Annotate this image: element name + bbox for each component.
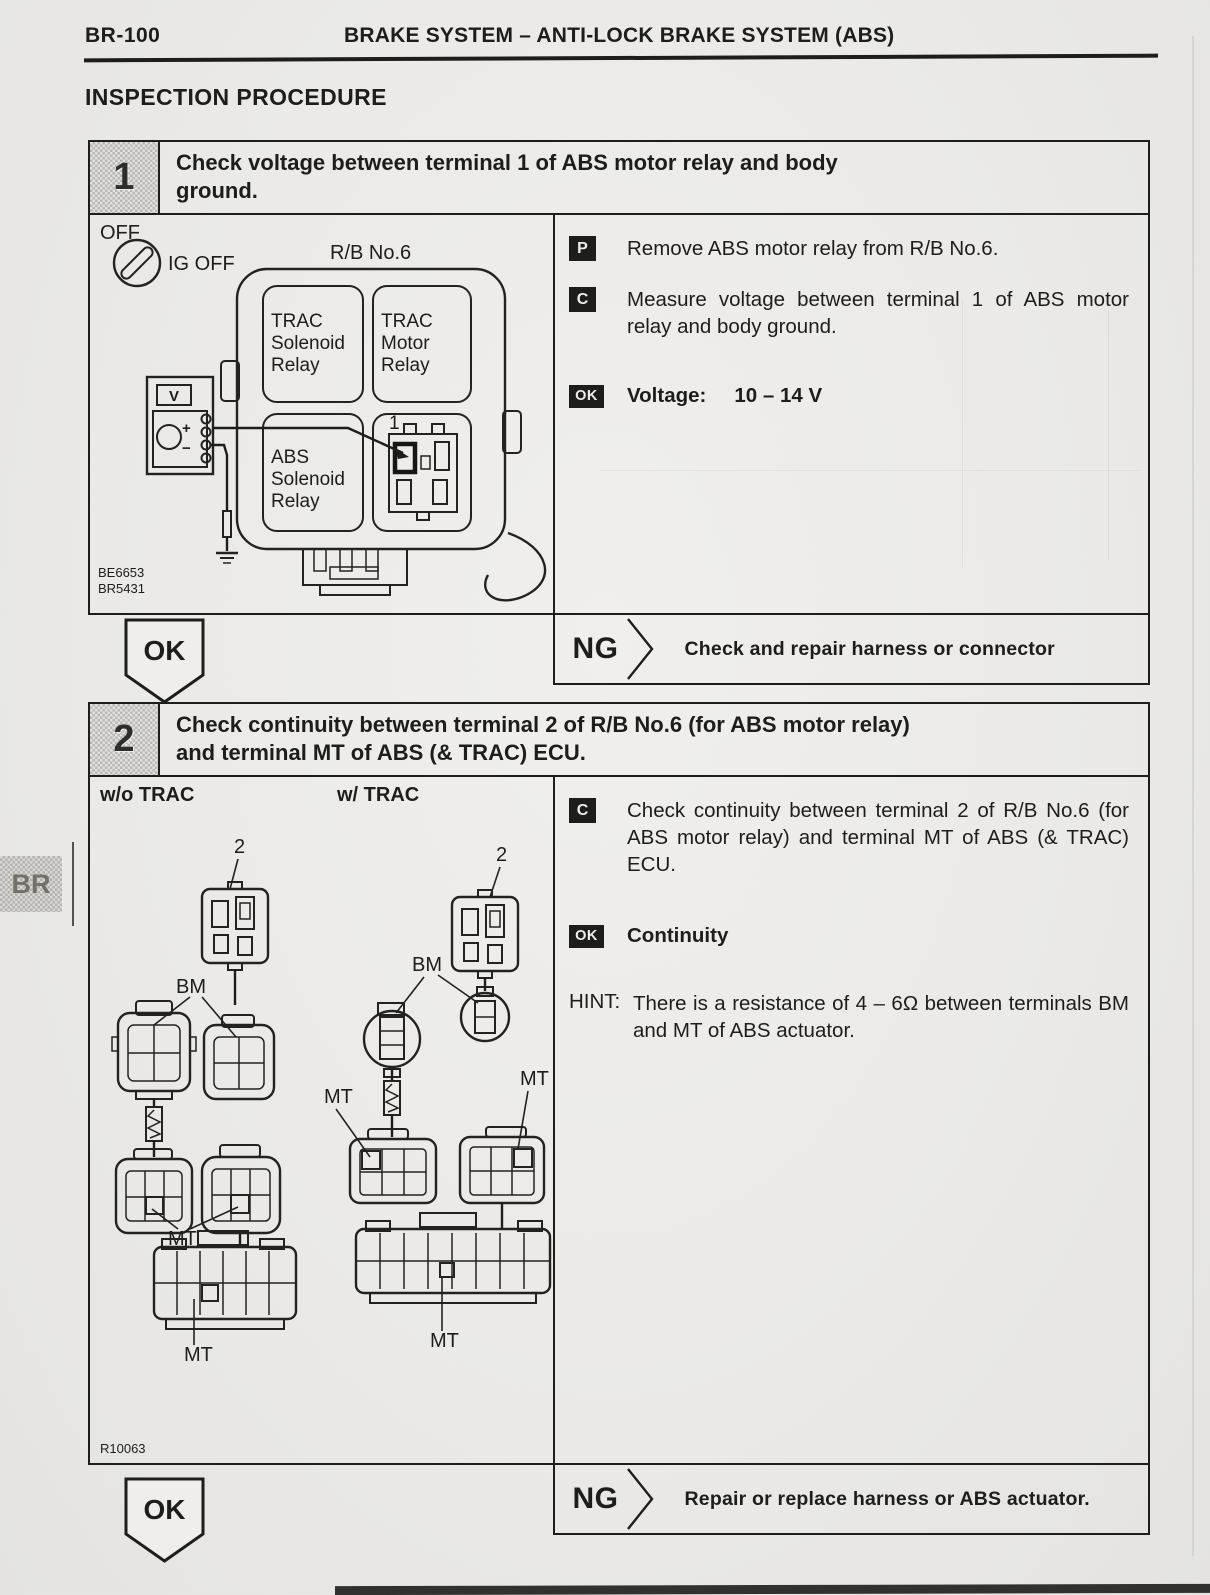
instruction-ok-spec-2 [569, 924, 1132, 948]
mt-label-right-bottom: MT [430, 1330, 459, 1352]
wo-trac-column [112, 836, 296, 1366]
terminal-1-label: 1 [389, 413, 400, 434]
variant-left-label: w/o TRAC [100, 784, 195, 806]
step-1-header [88, 140, 1150, 215]
ok-badge-2: OK [569, 925, 604, 948]
connector-diagram [90, 777, 552, 1461]
relay-socket-w-trac [452, 890, 518, 978]
voltmeter [147, 377, 213, 474]
terminal-2-label-right: 2 [496, 844, 508, 866]
mt-label-right-b: MT [520, 1068, 549, 1090]
ng-chevron-icon-2 [627, 1468, 657, 1530]
spec-value: 10 – 14 V [734, 384, 823, 408]
step-2 [88, 702, 1150, 1535]
step-2-ng-branch [553, 1465, 1151, 1535]
relay-box-label: R/B No.6 [330, 242, 412, 264]
instruction-ok-spec [569, 384, 1132, 408]
abs-solenoid-relay-cell [263, 414, 363, 531]
svg-text:TRAC: TRAC [271, 311, 323, 332]
ok-badge: OK [569, 385, 604, 408]
step-2-ok-arrow [124, 1477, 206, 1570]
svg-text:TRAC: TRAC [381, 311, 433, 332]
page-code: BR-100 [85, 24, 161, 47]
voltmeter-unit-label: V [168, 388, 180, 405]
step-1-ok-arrow [124, 618, 206, 711]
ng-label-2: NG [572, 1482, 619, 1515]
spec-line-2: Continuity [627, 924, 729, 948]
mt-connector-wo-trac-b [202, 1145, 280, 1233]
step-1-title-line-2: ground. [176, 177, 258, 203]
ecu-connector-w-trac [356, 1213, 550, 1303]
step-1-number-badge: 1 [90, 142, 160, 213]
header-rule [84, 54, 1158, 63]
step-2-title-line-2: and terminal MT of ABS (& TRAC) ECU. [176, 739, 586, 765]
motor-relay-socket-cell [373, 413, 471, 531]
plus-terminal-label: + [182, 420, 191, 437]
ng-action-text-2: Repair or replace harness or ABS actuator. [684, 1487, 1090, 1510]
probe-wire-positive [212, 428, 409, 459]
trac-solenoid-relay-cell [263, 286, 363, 402]
relay-block-outline [221, 269, 521, 549]
relay-block-diagram [90, 215, 552, 611]
bm-connector-wo-trac-b [204, 1015, 274, 1099]
variant-right-label: w/ TRAC [337, 784, 420, 806]
bleedthrough-line [600, 470, 1140, 471]
section-title: INSPECTION PROCEDURE [85, 84, 387, 110]
check-badge: C [569, 287, 596, 312]
figure-code-3: R10063 [100, 1441, 146, 1456]
bm-round-connector-w-trac-a [364, 1003, 420, 1077]
bm-round-connector-w-trac-b [461, 987, 509, 1041]
ng-label: NG [572, 632, 619, 665]
bleedthrough-line [1108, 310, 1109, 560]
step-2-diagram-panel [88, 777, 555, 1465]
step-1-instructions [555, 215, 1150, 615]
ng-chevron-icon [627, 618, 657, 680]
page-header-title: BRAKE SYSTEM – ANTI-LOCK BRAKE SYSTEM (ABS) [344, 24, 895, 47]
bm-label-left: BM [176, 976, 206, 998]
minus-terminal-label: − [182, 440, 191, 457]
mt-connector-w-trac-b [460, 1127, 544, 1203]
block-bottom-connector [303, 533, 545, 600]
spec-line [627, 384, 822, 408]
step-1-title [160, 142, 854, 213]
step-1 [88, 140, 1150, 685]
page-edge-shadow [1192, 36, 1194, 1556]
step-2-title-line-1: Check continuity between terminal 2 of R/B No.6 (for ABS motor relay) [176, 712, 910, 737]
hint-label: HINT: [569, 990, 621, 1014]
mt-connector-wo-trac-a [116, 1149, 192, 1233]
terminal-2-label-left: 2 [234, 836, 246, 858]
step-2-instructions [555, 777, 1150, 1465]
mt-label-right-a: MT [324, 1086, 353, 1108]
prepare-badge: P [569, 236, 596, 261]
switch-position-label: OFF [100, 222, 140, 244]
step-2-title [160, 704, 926, 775]
step-1-ng-branch [553, 615, 1151, 685]
mt-label-left-bottom: MT [184, 1344, 213, 1366]
check-badge-2: C [569, 798, 596, 823]
svg-text:Solenoid: Solenoid [271, 469, 345, 490]
svg-text:Motor: Motor [381, 333, 430, 354]
hint-text: There is a resistance of 4 – 6Ω between terminals BM and MT of ABS actuator. [633, 992, 1129, 1043]
check-text-2: Check continuity between terminal 2 of R/B No.6 (for ABS motor relay) and terminal MT of ABS (& TRAC) ECU. [627, 799, 1129, 877]
mt-connector-w-trac-a [350, 1129, 436, 1203]
step-1-body [88, 215, 1150, 615]
trac-motor-relay-cell [373, 286, 471, 402]
svg-text:Relay: Relay [271, 355, 320, 376]
mt-label-left-mid: MT [168, 1228, 197, 1250]
instruction-check-2 [569, 797, 1132, 878]
section-tab-edge-line [72, 842, 74, 926]
figure-code-2: BR5431 [98, 581, 145, 596]
bleedthrough-line [962, 300, 963, 568]
ig-off-label: IG OFF [168, 253, 235, 275]
svg-text:Relay: Relay [271, 491, 320, 512]
ok-arrow-label: OK [143, 635, 186, 666]
instruction-prepare [569, 235, 1132, 262]
section-tab: BR [0, 856, 62, 912]
instruction-hint [569, 990, 1132, 1044]
step-2-header [88, 702, 1150, 777]
ground-icon [216, 553, 238, 563]
relay-socket-wo-trac [202, 882, 268, 970]
step-2-number-badge: 2 [90, 704, 160, 775]
svg-text:ABS: ABS [271, 447, 310, 468]
ng-action-text: Check and repair harness or connector [684, 637, 1055, 660]
spec-label: Voltage: [627, 384, 707, 408]
step-2-body [88, 777, 1150, 1465]
svg-text:Relay: Relay [381, 355, 430, 376]
prepare-text: Remove ABS motor relay from R/B No.6. [627, 237, 999, 260]
instruction-check [569, 286, 1132, 340]
bm-connector-wo-trac-a [112, 1001, 196, 1099]
ok-arrow-label-2: OK [143, 1494, 186, 1525]
bm-label-right: BM [412, 954, 442, 976]
svg-text:Solenoid: Solenoid [271, 333, 345, 354]
scan-edge-strip [335, 1584, 1210, 1595]
check-text: Measure voltage between terminal 1 of ABS motor relay and body ground. [627, 288, 1129, 339]
step-1-title-line-1: Check voltage between terminal 1 of ABS motor relay and body [176, 150, 838, 175]
step-1-diagram-panel [88, 215, 555, 615]
ignition-key-icon [100, 222, 235, 286]
w-trac-column [324, 844, 550, 1352]
resistor-icon-w-trac [384, 1069, 400, 1137]
figure-code-1: BE6653 [98, 565, 145, 580]
